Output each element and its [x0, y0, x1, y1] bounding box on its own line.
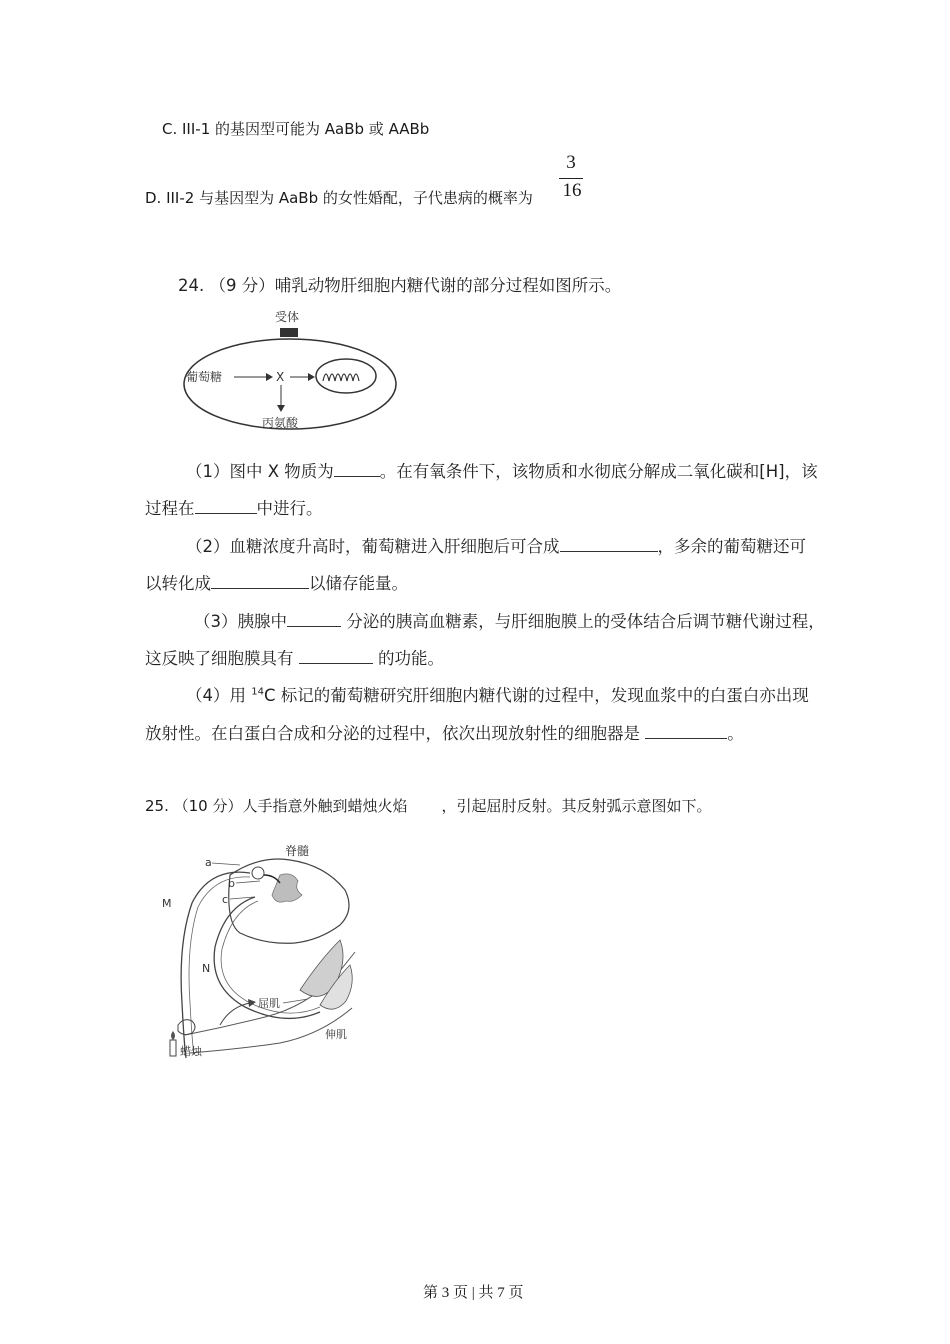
gray-matter — [272, 874, 302, 902]
q24-p4-line2: 放射性。在白蛋白合成和分泌的过程中，依次出现放射性的细胞器是 。 — [145, 720, 744, 744]
candle-flame-icon — [171, 1031, 175, 1040]
ganglion — [252, 867, 264, 879]
blank-x-substance[interactable] — [334, 460, 380, 478]
q25-reflex-arc-diagram — [150, 835, 365, 1065]
blank-conversion[interactable] — [211, 572, 309, 590]
q24-p4-line1: （4）用 $^{14}$C 标记的葡萄糖研究肝细胞内糖代谢的过程中，发现血浆中的白蛋白亦出现 — [186, 686, 809, 705]
movement-arrow-head — [248, 999, 256, 1007]
blank-location[interactable] — [195, 497, 257, 515]
label-b: b — [228, 877, 235, 890]
q24-p2-line2: 以转化成 以储存能量。 — [145, 570, 408, 594]
label-c: c — [222, 893, 229, 906]
q25-title: 25. （10 分）人手指意外触到蜡烛火焰 ，引起屈肘反射。其反射弧示意图如下。 — [145, 797, 712, 815]
blank-synthesis[interactable] — [560, 535, 658, 553]
blank-pancreas-cell[interactable] — [287, 610, 341, 628]
option-c: C. III-1 的基因型可能为 AaBb 或 AABb — [162, 120, 430, 138]
fraction-bar — [559, 178, 583, 179]
arrow-head-1 — [266, 373, 273, 381]
extensor-label: 伸肌 — [325, 1028, 347, 1041]
alanine-label: 丙氨酸 — [262, 416, 299, 430]
q24-p1-line1: （1）图中 X 物质为 。在有氧条件下，该物质和水彻底分解成二氧化碳和[H]，该 — [186, 458, 818, 482]
candle-label: 蜡烛 — [180, 1045, 202, 1058]
option-d: D. III-2 与基因型为 AaBb 的女性婚配，子代患病的概率为 — [145, 189, 533, 207]
q24-diagram — [178, 305, 418, 435]
fraction-numerator: 3 — [566, 152, 576, 173]
label-m: M — [162, 897, 172, 910]
arrow-head-3 — [277, 405, 285, 412]
q24-p3-line1: （3）胰腺中 分泌的胰高血糖素，与肝细胞膜上的受体结合后调节糖代谢过程， — [194, 608, 825, 632]
page-footer: 第 3 页 | 共 7 页 — [423, 1285, 524, 1301]
glucose-label: 葡萄糖 — [186, 370, 223, 384]
blank-membrane-function[interactable] — [299, 647, 373, 665]
fraction-denominator: 16 — [562, 180, 582, 201]
candle-shape — [170, 1040, 176, 1056]
arrow-head-2 — [308, 373, 315, 381]
flexor-label: 屈肌 — [258, 997, 280, 1010]
q24-p1-line2: 过程在 中进行。 — [145, 495, 323, 519]
receptor-label: 受体 — [275, 310, 300, 324]
label-a: a — [205, 856, 212, 869]
q24-p3-line2: 这反映了细胞膜具有 的功能。 — [145, 645, 444, 669]
blank-organelles[interactable] — [645, 722, 727, 740]
q24-title: 24. （9 分）哺乳动物肝细胞内糖代谢的部分过程如图所示。 — [178, 276, 622, 295]
q24-p2-line1: （2）血糖浓度升高时，葡萄糖进入肝细胞后可合成 ，多余的葡萄糖还可 — [186, 533, 806, 557]
receptor-shape — [280, 328, 298, 337]
spinal-cord-label: 脊髓 — [285, 844, 310, 858]
x-label: X — [276, 370, 285, 384]
label-n: N — [202, 962, 211, 975]
hand-shape — [178, 1020, 195, 1035]
mitochondrion-cristae — [323, 374, 359, 381]
